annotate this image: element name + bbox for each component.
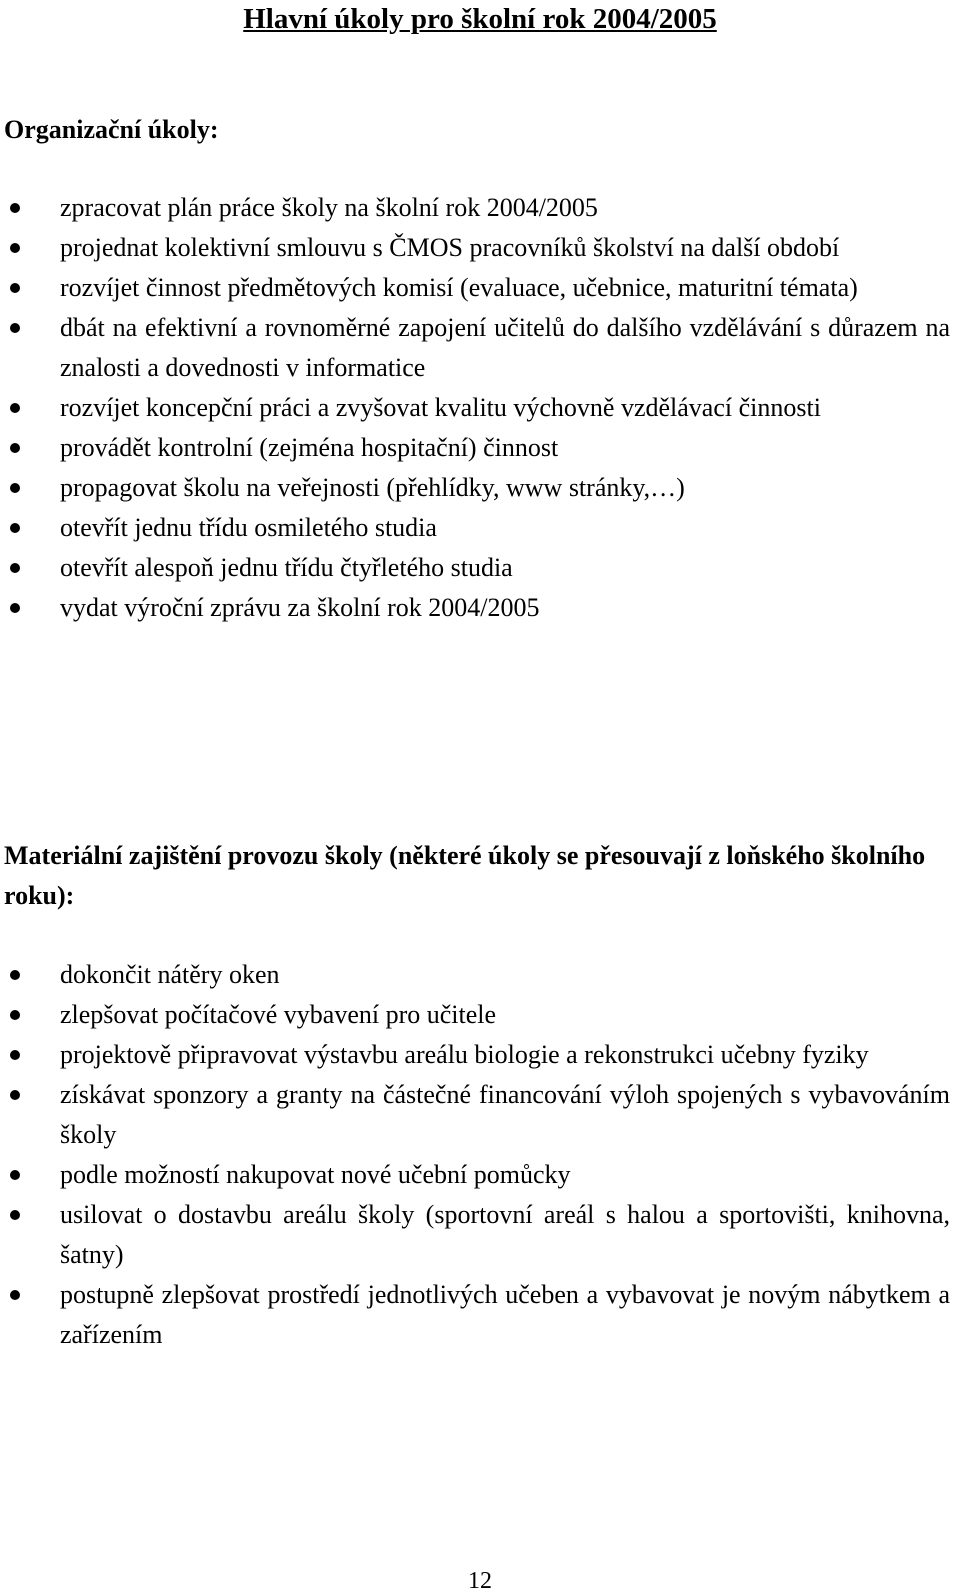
list-item-text: usilovat o dostavbu areálu školy (sportovní areál s halou a sportovišti, knihovna, šatny) xyxy=(60,1200,950,1269)
list-item xyxy=(0,268,950,308)
list-item-text: podle možností nakupovat nové učební pomůcky xyxy=(60,1160,571,1189)
list-item xyxy=(0,1155,950,1195)
section-heading-material: Materiální zajištění provozu školy (některé úkoly se přesouvají z loňského školního roku): xyxy=(4,841,926,910)
list-item-text: zpracovat plán práce školy na školní rok 2004/2005 xyxy=(60,193,598,222)
list-item-text: dokončit nátěry oken xyxy=(60,960,280,989)
bullet-icon xyxy=(10,1170,20,1180)
bullet-icon xyxy=(10,403,20,413)
bullet-icon xyxy=(10,563,20,573)
list-item xyxy=(0,588,950,628)
bullet-icon xyxy=(10,323,20,333)
bullet-icon xyxy=(10,1010,20,1020)
bullet-icon xyxy=(10,970,20,980)
bullet-icon xyxy=(10,523,20,533)
page-number: 12 xyxy=(468,1568,492,1594)
list-item xyxy=(0,548,950,588)
list-item-text: projednat kolektivní smlouvu s ČMOS pracovníků školství na další období xyxy=(60,233,840,262)
list-item-text: propagovat školu na veřejnosti (přehlídky, www stránky,…) xyxy=(60,473,685,502)
list-item-text: dbát na efektivní a rovnoměrné zapojení učitelů do dalšího vzdělávání s důrazem na znalosti a dovednosti v informatice xyxy=(60,313,950,382)
bullet-icon xyxy=(10,483,20,493)
list-item xyxy=(0,1195,950,1275)
list-item-text: vydat výroční zprávu za školní rok 2004/2005 xyxy=(60,593,540,622)
material-task-list xyxy=(0,955,950,1355)
list-item-text: provádět kontrolní (zejména hospitační) činnost xyxy=(60,433,559,462)
page-title: Hlavní úkoly pro školní rok 2004/2005 xyxy=(243,3,717,35)
list-item-text: projektově připravovat výstavbu areálu biologie a rekonstrukci učebny fyziky xyxy=(60,1040,869,1069)
list-item xyxy=(0,468,950,508)
list-item xyxy=(0,955,950,995)
list-item xyxy=(0,1075,950,1155)
bullet-icon xyxy=(10,1050,20,1060)
list-item xyxy=(0,1035,950,1075)
bullet-icon xyxy=(10,1210,20,1220)
list-item-text: postupně zlepšovat prostředí jednotlivých učeben a vybavovat je novým nábytkem a zařízením xyxy=(60,1280,950,1349)
list-item-text: zlepšovat počítačové vybavení pro učitele xyxy=(60,1000,497,1029)
list-item xyxy=(0,228,950,268)
list-item xyxy=(0,1275,950,1355)
list-item xyxy=(0,428,950,468)
list-item xyxy=(0,508,950,548)
bullet-icon xyxy=(10,1090,20,1100)
bullet-icon xyxy=(10,283,20,293)
list-item xyxy=(0,388,950,428)
list-item-text: rozvíjet koncepční práci a zvyšovat kvalitu výchovně vzdělávací činnosti xyxy=(60,393,821,422)
bullet-icon xyxy=(10,243,20,253)
bullet-icon xyxy=(10,203,20,213)
bullet-icon xyxy=(10,603,20,613)
list-item-text: otevřít alespoň jednu třídu čtyřletého studia xyxy=(60,553,513,582)
list-item xyxy=(0,995,950,1035)
list-item-text: získávat sponzory a granty na částečné financování výloh spojených s vybavováním školy xyxy=(60,1080,950,1149)
bullet-icon xyxy=(10,1290,20,1300)
bullet-icon xyxy=(10,443,20,453)
list-item-text: rozvíjet činnost předmětových komisí (evaluace, učebnice, maturitní témata) xyxy=(60,273,858,302)
section-heading-organizational: Organizační úkoly: xyxy=(4,115,219,144)
list-item xyxy=(0,308,950,388)
organizational-task-list xyxy=(0,188,950,628)
list-item-text: otevřít jednu třídu osmiletého studia xyxy=(60,513,437,542)
list-item xyxy=(0,188,950,228)
